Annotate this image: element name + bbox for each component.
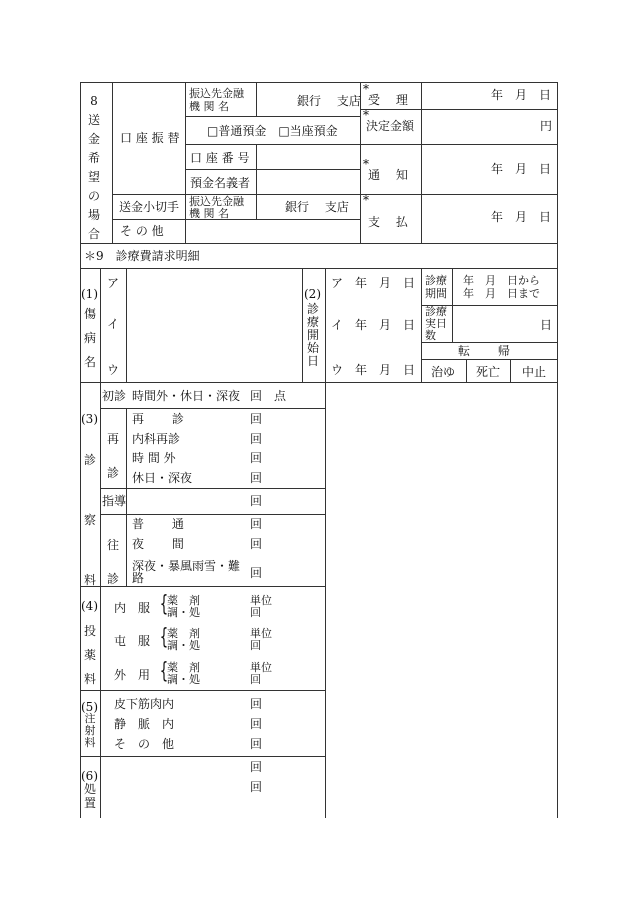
outcome-div-2 (510, 359, 511, 382)
disease-marker-div (126, 268, 127, 382)
med-row-2-b: 調・処 (167, 639, 200, 652)
disease-label: 傷 病 名 (83, 307, 96, 369)
outcome-stop: 中止 (522, 365, 547, 379)
startdate-label-num: (2) (304, 287, 321, 301)
revisit-label: 再 診 (106, 432, 119, 480)
guidance-unit: 回 (250, 494, 263, 508)
med-row-1-brace: { (159, 592, 169, 617)
med-row-3-b: 調・処 (167, 673, 200, 686)
bank-label-1: 振込先金融 (189, 87, 244, 100)
outcome-title: 転 帰 (458, 344, 510, 358)
sec8-bottom (80, 243, 558, 244)
med-label-num: (4) (81, 599, 98, 613)
med-row-3-a: 薬 剤 (167, 661, 200, 674)
asterisk-decision: * (363, 108, 369, 122)
outcome-death: 死亡 (476, 365, 501, 379)
med-row-2-u2: 回 (250, 639, 261, 652)
outcome-div-1 (466, 359, 467, 382)
notice-label: 通 知 (368, 168, 408, 182)
bank-suffix: 銀行 支店 (297, 94, 361, 108)
sec8-div-7 (421, 82, 422, 243)
revisit-unit-3: 回 (250, 451, 263, 465)
bank2-suffix: 銀行 支店 (285, 200, 349, 214)
med-row-2-name: 屯 服 (114, 634, 151, 648)
sec8-right-h-2 (360, 144, 557, 145)
startdate-label-div (325, 268, 326, 818)
sec9-title-bottom (80, 268, 558, 269)
consult-h-2 (100, 488, 325, 489)
med-row-2-u1: 単位 (250, 627, 272, 640)
asterisk-notice: * (363, 157, 369, 171)
treat-unit-1: 回 (250, 760, 263, 774)
revisit-unit-4: 回 (250, 471, 263, 485)
med-row-1-u2: 回 (250, 606, 261, 619)
inj-label: 注 射 料 (84, 712, 96, 749)
disease-marker-i: イ (107, 317, 120, 331)
revisit-unit-1: 回 (250, 412, 263, 426)
revisit-item-3: 時 間 外 (132, 451, 176, 465)
disease-marker-u: ウ (107, 363, 120, 377)
period-label-2: 期間 (425, 287, 447, 300)
med-row-1-b: 調・処 (167, 606, 200, 619)
period-from: 年 月 日から (463, 274, 540, 287)
first-visit-detail: 時間外・休日・深夜 (132, 389, 241, 403)
revisit-item-1: 再 診 (132, 412, 184, 426)
sec8-right-h-3 (360, 194, 557, 195)
med-bottom (80, 690, 325, 691)
first-visit-label: 初診 (102, 389, 127, 403)
consult-sub-div (126, 408, 127, 586)
startdate-row-a: ア 年 月 日 (331, 276, 416, 290)
period-h-3 (421, 359, 558, 360)
row-1-bottom (80, 382, 558, 383)
consult-h-3 (100, 514, 325, 515)
days-unit: 日 (540, 318, 553, 332)
outcome-cure: 治ゆ (431, 365, 456, 379)
med-row-1-u1: 単位 (250, 594, 272, 607)
treat-label-num: (6) (81, 769, 98, 783)
bank2-label-1: 振込先金融 (189, 195, 244, 208)
startdate-row-i: イ 年 月 日 (331, 318, 416, 332)
asterisk-payment: * (363, 193, 369, 207)
med-row-3-name: 外 用 (114, 668, 151, 682)
sec8-h-1 (185, 116, 360, 117)
method-kogitte-label: 送金小切手 (119, 200, 180, 214)
inj-unit-2: 回 (250, 717, 263, 731)
payment-date: 年 月 日 (491, 210, 552, 224)
account-holder-label: 預金名義者 (190, 176, 251, 190)
decision-label: 決定金額 (366, 119, 415, 133)
home-visit-label: 往 診 (106, 538, 119, 586)
frame-right (557, 82, 558, 818)
sec8-h-5 (112, 219, 360, 220)
period-left-div (421, 268, 422, 382)
receipt-date: 年 月 日 (491, 88, 552, 102)
sec8-h-2 (185, 144, 360, 145)
guidance-label: 指導 (102, 494, 127, 508)
payment-label: 支 払 (368, 215, 408, 229)
med-row-3-brace: { (159, 659, 169, 684)
med-label: 投 薬 料 (83, 624, 96, 686)
med-row-3-u1: 単位 (250, 661, 272, 674)
inj-row-1: 皮下筋肉内 (114, 697, 175, 711)
consult-h-1 (100, 408, 325, 409)
treat-unit-2: 回 (250, 780, 263, 794)
inj-unit-3: 回 (250, 737, 263, 751)
home-visit-storm-1: 深夜・暴風雨雪・難 (132, 559, 241, 573)
period-h-2 (421, 342, 558, 343)
home-visit-unit-2: 回 (250, 537, 263, 551)
frame-top (80, 82, 558, 83)
med-row-3-u2: 回 (250, 673, 261, 686)
revisit-item-4: 休日・深夜 (132, 471, 193, 485)
disease-label-div (100, 268, 101, 818)
inj-bottom (80, 756, 325, 757)
startdate-label: 診 療 開 始 日 (306, 302, 319, 368)
treat-label: 処 置 (83, 782, 96, 810)
sec8-div-3 (256, 82, 257, 116)
period-to: 年 月 日まで (463, 287, 540, 300)
home-visit-item-1: 普 通 (132, 517, 184, 531)
account-number-label: 口 座 番 号 (190, 151, 250, 165)
med-row-2-brace: { (159, 625, 169, 650)
method-other-label: そ の 他 (120, 224, 164, 238)
home-visit-item-2: 夜 間 (132, 537, 184, 551)
revisit-unit-2: 回 (250, 432, 263, 446)
inj-row-2: 静 脈 内 (114, 717, 175, 731)
section9-title: ＊9 診療費請求明細 (84, 249, 200, 263)
med-row-2-a: 薬 剤 (167, 627, 200, 640)
sec8-right-h-1 (360, 109, 557, 110)
med-row-1-name: 内 服 (114, 601, 151, 615)
inj-label-num: (5) (81, 700, 98, 714)
disease-marker-a: ア (107, 276, 120, 290)
days-label: 診療 実日 数 (425, 305, 447, 342)
bank-label-2: 機 関 名 (189, 100, 229, 113)
decision-yen: 円 (540, 119, 553, 133)
sec8-title: 8 送 金 希 望 の 場 合 (87, 94, 100, 241)
home-visit-unit-3: 回 (250, 566, 263, 580)
inj-unit-1: 回 (250, 697, 263, 711)
period-label-1: 診療 (425, 274, 447, 287)
med-row-1-a: 薬 剤 (167, 594, 200, 607)
home-visit-unit-1: 回 (250, 517, 263, 531)
startdate-row-u: ウ 年 月 日 (331, 363, 416, 377)
receipt-label: 受 理 (368, 93, 408, 107)
sec8-div-5 (256, 194, 257, 219)
bank2-label-2: 機 関 名 (189, 207, 229, 220)
sec8-h-3 (185, 169, 360, 170)
startdate-left-div (302, 268, 303, 382)
consult-label-num: (3) (81, 412, 98, 426)
disease-label-num: (1) (81, 287, 98, 301)
revisit-item-2: 内科再診 (132, 432, 181, 446)
inj-row-3: そ の 他 (114, 737, 175, 751)
account-type-checkboxes[interactable]: □普通預金 □当座預金 (207, 124, 338, 138)
notice-date: 年 月 日 (491, 162, 552, 176)
asterisk-receipt: * (363, 82, 369, 96)
method-kouza-label: 口 座 振 替 (120, 131, 180, 145)
home-visit-storm-2: 路 (132, 571, 145, 585)
first-visit-unit: 回 点 (250, 389, 287, 403)
consult-label: 診 察 料 (83, 453, 96, 587)
